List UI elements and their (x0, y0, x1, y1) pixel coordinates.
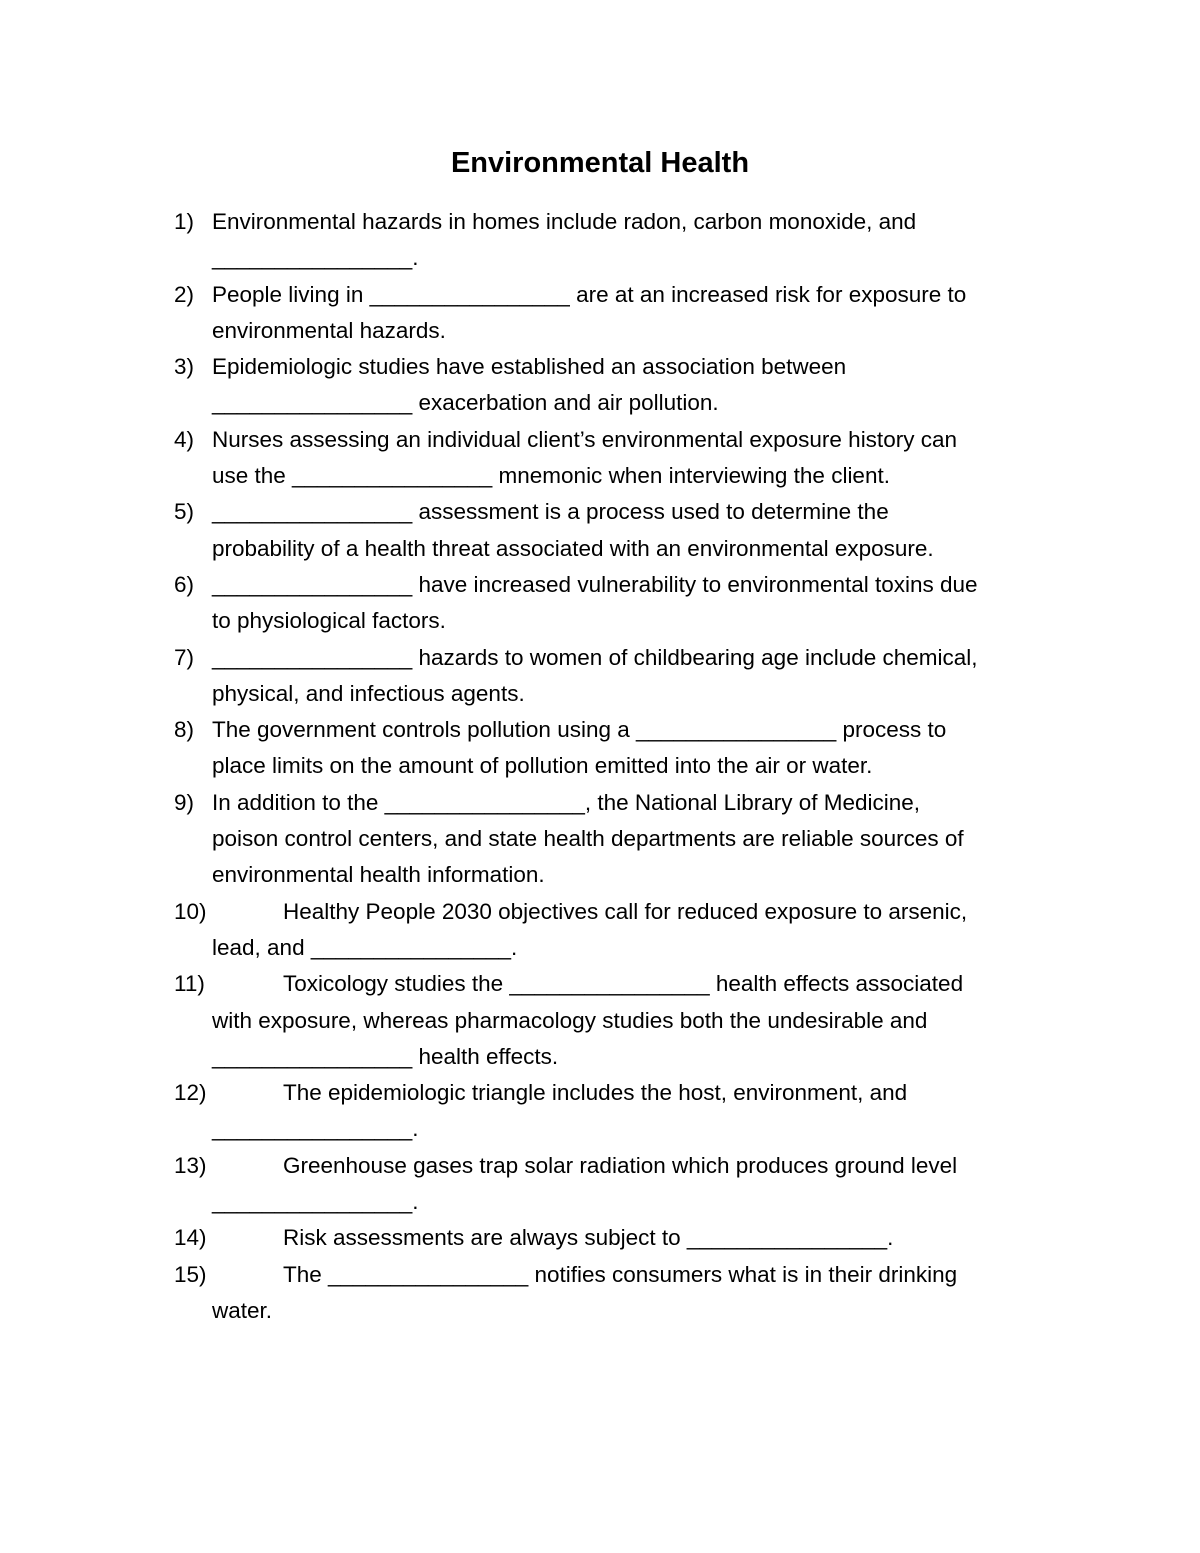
question-number: 8) (174, 717, 195, 743)
question-number: 10) (174, 898, 207, 924)
question-number: 4) (174, 426, 195, 452)
question-item (174, 494, 1074, 567)
question-text: The ________________ notifies consumers what is in their drinking (283, 1261, 958, 1287)
question-text: Toxicology studies the ________________ health effects associated (283, 971, 964, 997)
question-number: 7) (174, 644, 195, 670)
question-item (174, 966, 1074, 1075)
question-text: lead, and ________________. (212, 934, 518, 960)
question-text: poison control centers, and state health departments are reliable sources of (212, 826, 964, 852)
question-text: ________________ have increased vulnerability to environmental toxins due (212, 571, 978, 597)
question-text: Epidemiologic studies have established an association between (212, 354, 847, 380)
question-item (174, 1220, 1074, 1256)
question-item (174, 422, 1074, 495)
question-number: 5) (174, 499, 195, 525)
question-text: probability of a health threat associated with an environmental exposure. (212, 535, 934, 561)
question-item (174, 712, 1074, 785)
question-number: 9) (174, 789, 195, 815)
question-text: environmental hazards. (212, 317, 446, 343)
question-text: Environmental hazards in homes include radon, carbon monoxide, and (212, 209, 917, 234)
question-text: ________________. (212, 245, 419, 271)
question-text: In addition to the ________________, the National Library of Medicine, (212, 789, 921, 815)
question-text: ________________ exacerbation and air pollution. (212, 390, 719, 416)
question-text: People living in ________________ are at an increased risk for exposure to (212, 281, 967, 307)
page-title: Environmental Health (450, 147, 750, 179)
question-item (174, 1148, 1074, 1221)
question-number: 6) (174, 571, 195, 597)
question-number: 14) (174, 1225, 207, 1251)
question-text: with exposure, whereas pharmacology studies both the undesirable and (212, 1007, 928, 1033)
question-text: ________________ health effects. (212, 1043, 559, 1069)
question-item (174, 349, 1074, 422)
question-text: Nurses assessing an individual client’s environmental exposure history can (212, 426, 957, 452)
question-item (174, 204, 1074, 277)
question-text: place limits on the amount of pollution emitted into the air or water. (212, 753, 873, 779)
question-item (174, 277, 1074, 350)
question-item (174, 785, 1074, 894)
question-text: ________________. (212, 1116, 419, 1142)
question-text: ________________ hazards to women of childbearing age include chemical, (212, 644, 978, 670)
question-number: 2) (174, 281, 195, 307)
question-number: 15) (174, 1261, 207, 1287)
question-text: physical, and infectious agents. (212, 680, 525, 706)
question-item (174, 1257, 1074, 1330)
question-text: to physiological factors. (212, 608, 446, 634)
question-item (174, 1075, 1074, 1148)
question-number: 1) (174, 209, 195, 234)
question-list (174, 204, 1074, 1329)
question-text: ________________ assessment is a process used to determine the (212, 499, 889, 525)
question-text: The epidemiologic triangle includes the host, environment, and (283, 1080, 908, 1106)
question-text: Risk assessments are always subject to ________________. (283, 1225, 894, 1251)
question-item (174, 640, 1074, 713)
question-number: 11) (174, 971, 205, 997)
question-item (174, 894, 1074, 967)
question-number: 12) (174, 1080, 207, 1106)
question-item (174, 567, 1074, 640)
question-text: use the ________________ mnemonic when interviewing the client. (212, 463, 890, 489)
question-text: Healthy People 2030 objectives call for reduced exposure to arsenic, (283, 898, 968, 924)
question-text: environmental health information. (212, 862, 545, 888)
question-number: 13) (174, 1152, 207, 1178)
question-text: The government controls pollution using a ________________ process to (212, 717, 947, 743)
question-number: 3) (174, 354, 195, 380)
question-text: water. (212, 1297, 273, 1323)
question-text: ________________. (212, 1189, 419, 1215)
question-text: Greenhouse gases trap solar radiation which produces ground level (283, 1152, 958, 1178)
